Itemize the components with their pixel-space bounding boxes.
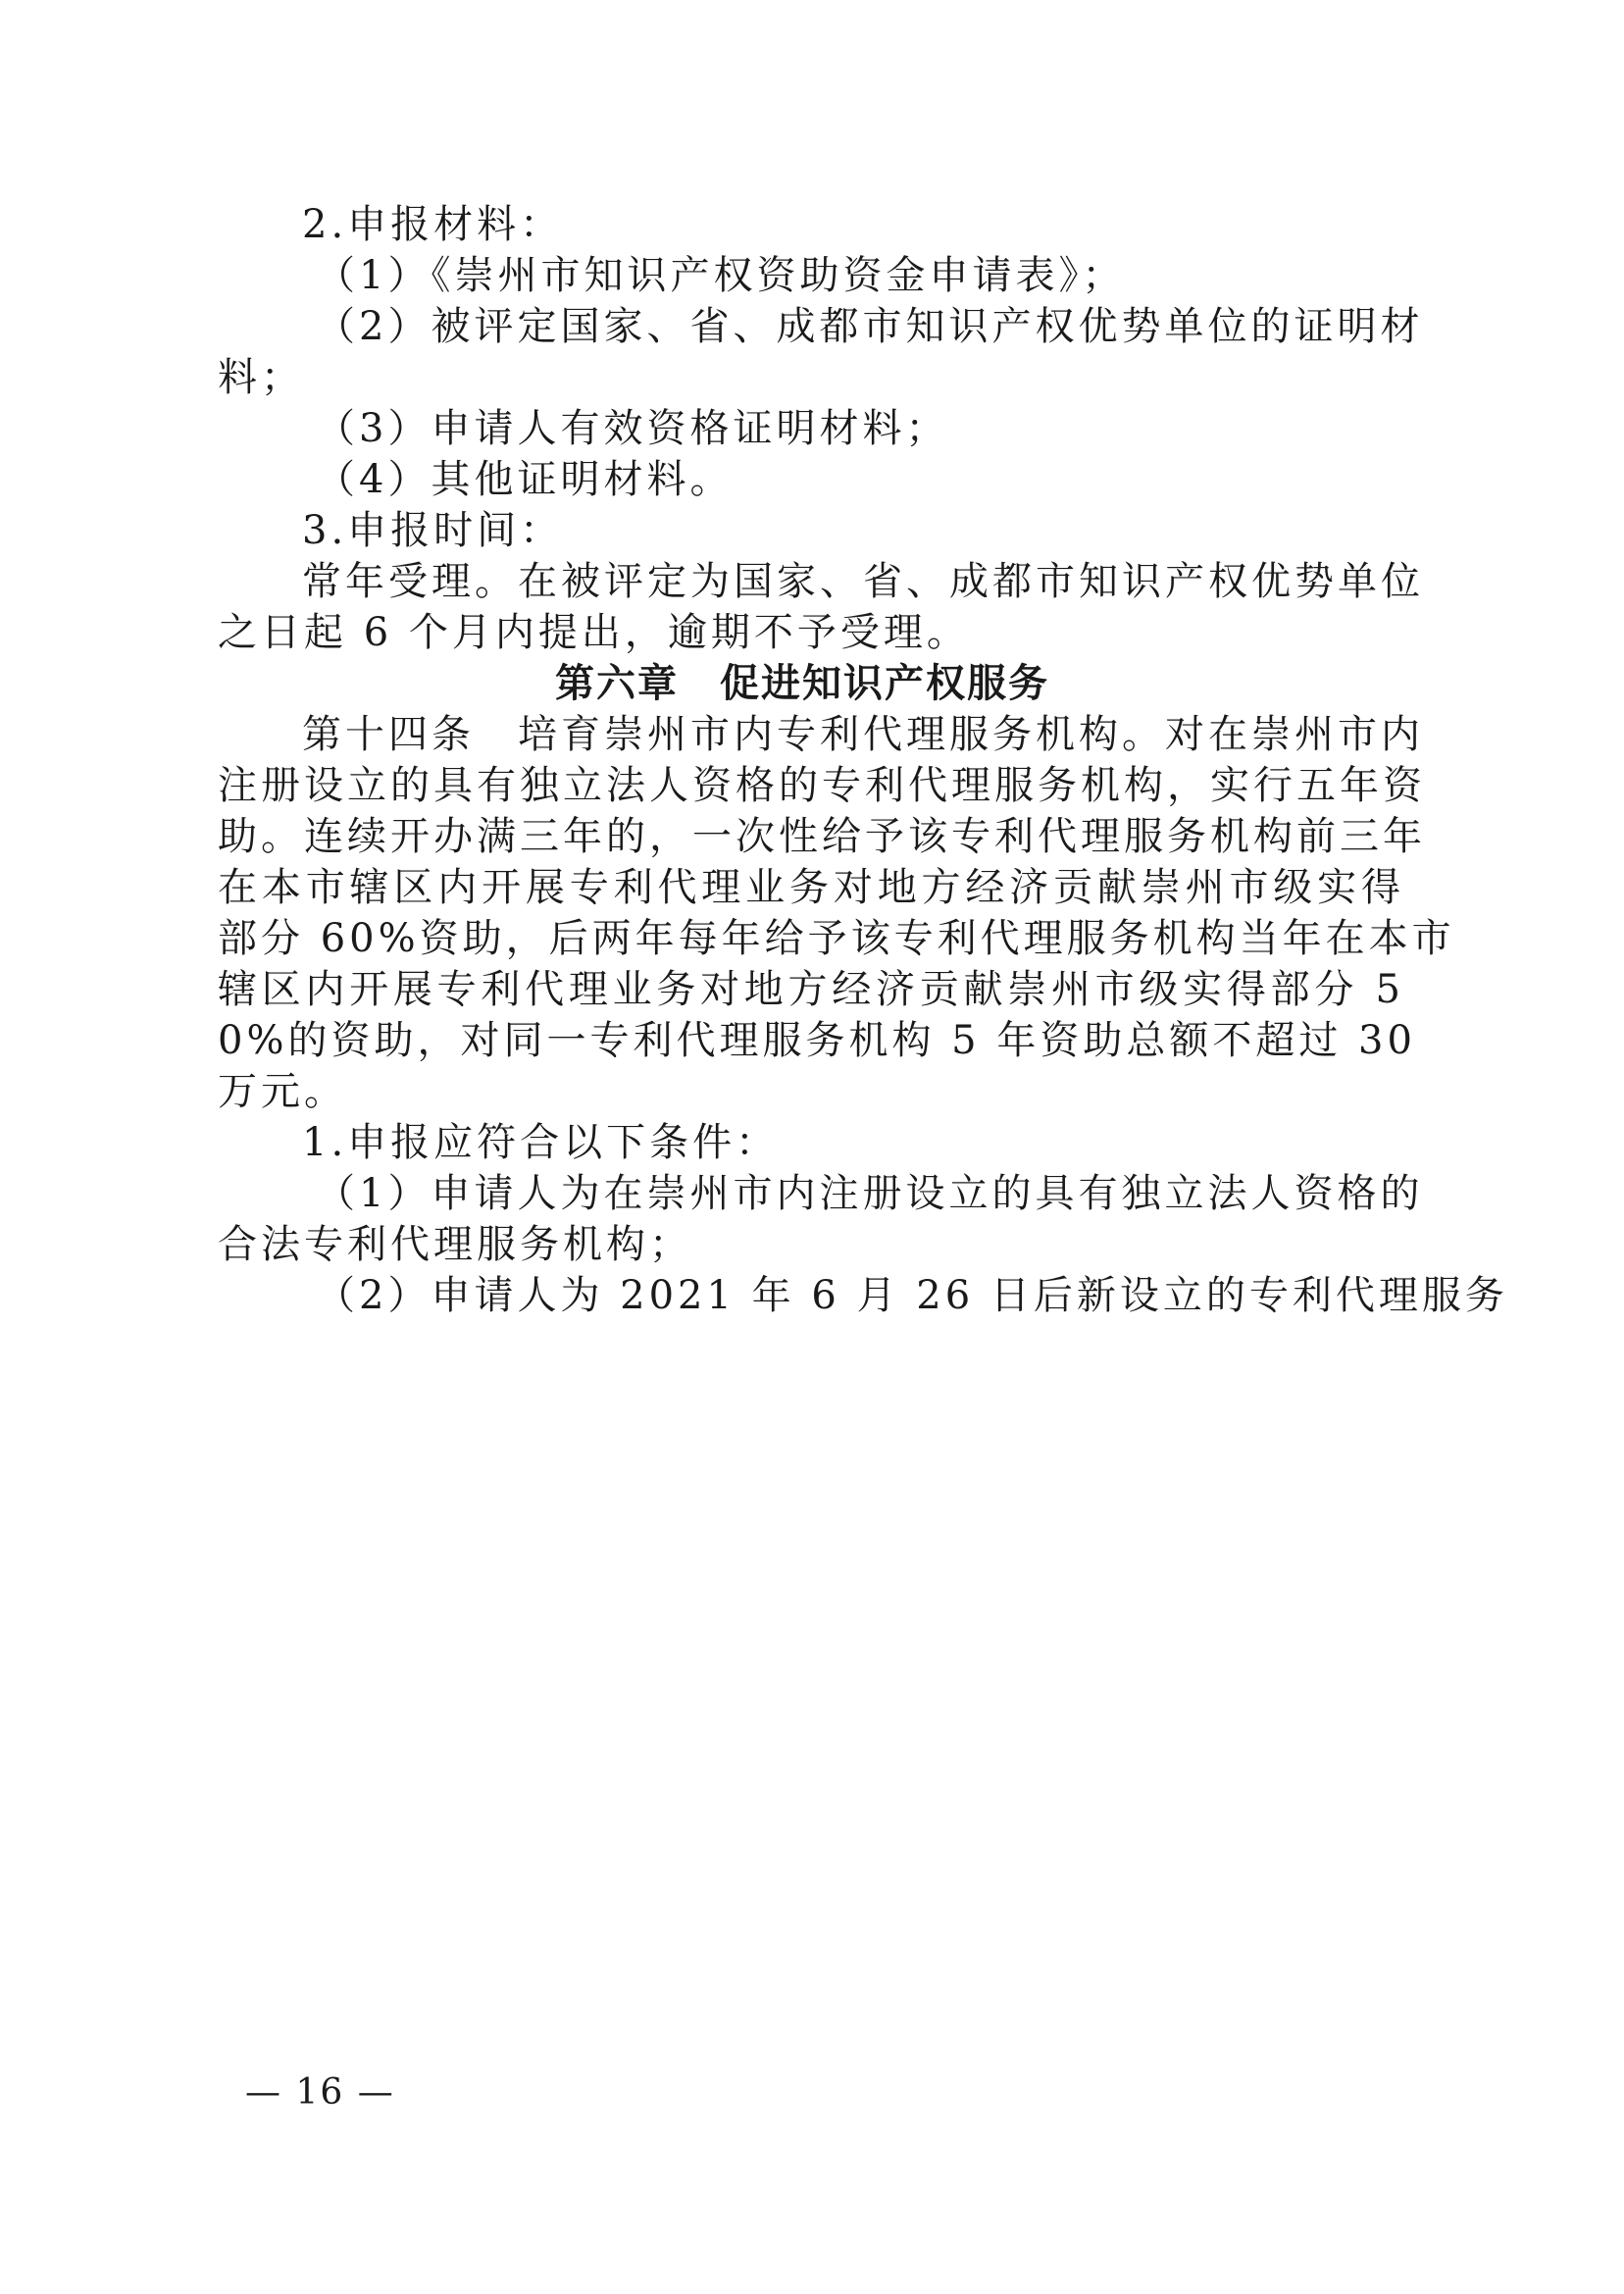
article-text: 第十四条 培育崇州市内专利代理服务机构。对在崇州市内 xyxy=(302,712,1424,757)
list-item: （1）申请人为在崇州市内注册设立的具有独立法人资格的 xyxy=(316,1171,1424,1216)
list-item-continuation: 合法专利代理服务机构； xyxy=(218,1222,692,1267)
section-heading: 3.申报时间： xyxy=(302,508,564,553)
list-item: （3）申请人有效资格证明材料； xyxy=(316,406,949,451)
article-text: 助。连续开办满三年的，一次性给予该专利代理服务机构前三年 xyxy=(218,814,1426,859)
paragraph-line xyxy=(0,1117,1624,1168)
list-item: （4）其他证明材料。 xyxy=(316,457,734,502)
paragraph-line xyxy=(0,1168,1624,1219)
list-item: （2）申请人为 2021 年 6 月 26 日后新设立的专利代理服务 xyxy=(316,1273,1508,1318)
paragraph-line xyxy=(0,811,1624,862)
paragraph-line xyxy=(0,862,1624,913)
article-text: 万元。 xyxy=(218,1069,347,1114)
paragraph-line xyxy=(0,352,1624,403)
paragraph-line xyxy=(0,301,1624,352)
paragraph-line xyxy=(0,964,1624,1015)
paragraph-line xyxy=(0,1270,1624,1321)
article-text: 0%的资助，对同一专利代理服务机构 5 年资助总额不超过 30 xyxy=(218,1018,1416,1063)
article-text: 注册设立的具有独立法人资格的专利代理服务机构，实行五年资 xyxy=(218,763,1426,808)
paragraph-line xyxy=(0,913,1624,964)
paragraph-line xyxy=(0,709,1624,760)
paragraph-line xyxy=(0,556,1624,607)
body-text: 常年受理。在被评定为国家、省、成都市知识产权优势单位 xyxy=(302,559,1424,604)
paragraph-line xyxy=(0,760,1624,811)
chapter-heading-line xyxy=(0,658,1624,709)
paragraph-line xyxy=(0,454,1624,505)
body-text: 之日起 6 个月内提出，逾期不予受理。 xyxy=(218,610,970,655)
paragraph-line xyxy=(0,1066,1624,1117)
list-item: （2）被评定国家、省、成都市知识产权优势单位的证明材 xyxy=(316,304,1424,349)
section-heading: 1.申报应符合以下条件： xyxy=(302,1120,780,1165)
chapter-title: 第六章 促进知识产权服务 xyxy=(555,661,1049,706)
article-text: 部分 60%资助，后两年每年给予该专利代理服务机构当年在本市 xyxy=(218,916,1455,961)
paragraph-line xyxy=(0,1015,1624,1066)
paragraph-line xyxy=(0,250,1624,301)
list-item-continuation: 料； xyxy=(218,355,304,400)
paragraph-line xyxy=(0,607,1624,658)
article-text: 在本市辖区内开展专利代理业务对地方经济贡献崇州市级实得 xyxy=(218,865,1404,910)
paragraph-line xyxy=(0,403,1624,454)
article-text: 辖区内开展专利代理业务对地方经济贡献崇州市级实得部分 5 xyxy=(218,967,1404,1012)
paragraph-line xyxy=(0,505,1624,556)
section-heading: 2.申报材料： xyxy=(302,202,564,247)
paragraph-line xyxy=(0,1219,1624,1270)
page-number: — 16 — xyxy=(245,2072,395,2113)
list-item: （1）《崇州市知识产权资助资金申请表》； xyxy=(316,253,1126,298)
paragraph-line xyxy=(0,199,1624,250)
